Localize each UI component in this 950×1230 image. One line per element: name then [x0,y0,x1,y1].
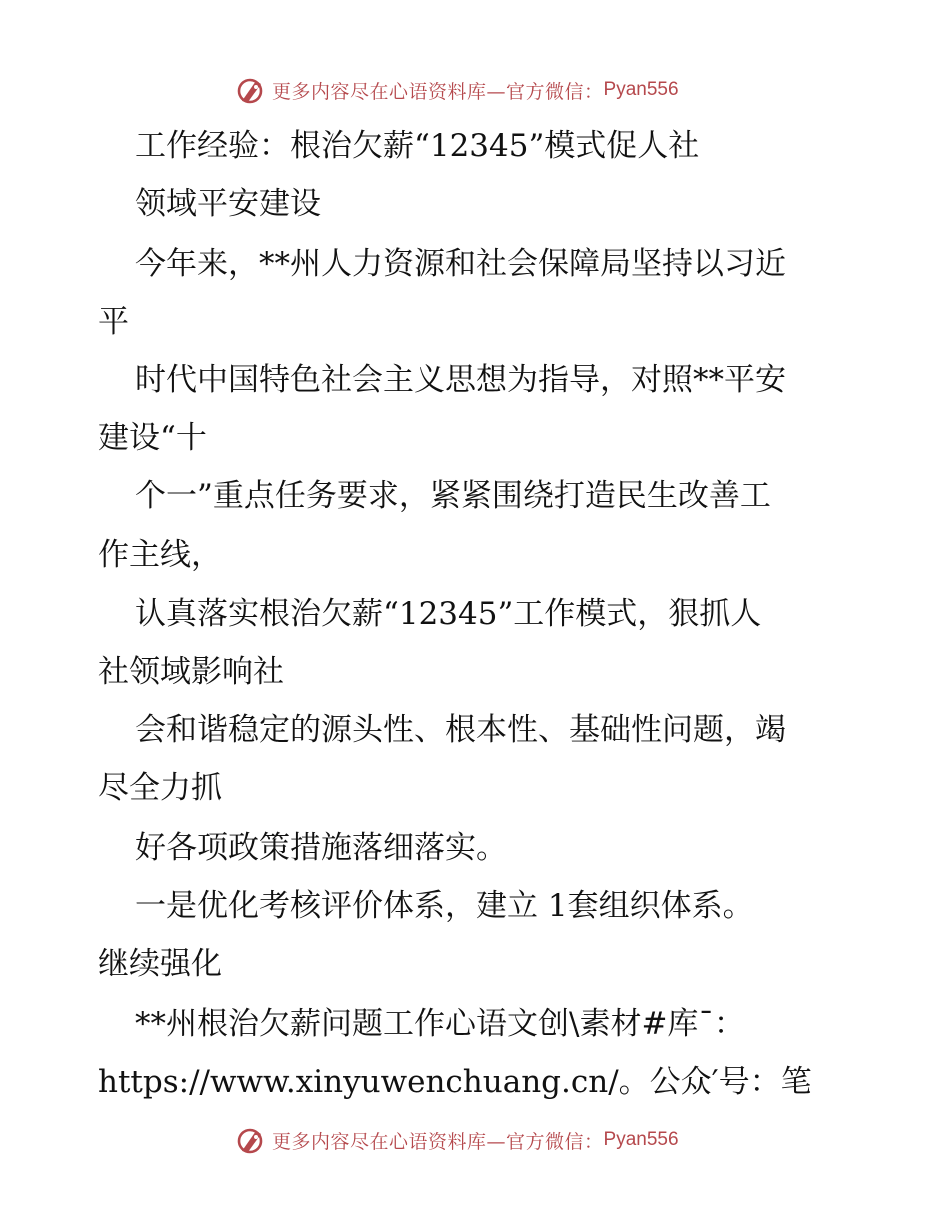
title-line-2: 领域平安建设 [135,186,321,222]
text-line: 会和谐稳定的源头性、根本性、基础性问题，竭 [135,712,786,748]
text-line: 平 [98,304,129,340]
pen-nib-circle-icon [236,75,266,105]
text-line: 作主线， [98,537,222,573]
footer-watermark [236,1123,679,1157]
text-line: 尽全力抓 [98,770,222,806]
text-line: 个一”重点任务要求，紧紧围绕打造民生改善工 [135,478,771,514]
text-line: 建设“十 [98,420,207,456]
watermark-text: 更多内容尽在心语资料库—官方微信： [272,1130,604,1153]
text-line: 社领域影响社 [98,654,284,690]
text-line: 好各项政策措施落细落实。 [135,830,507,866]
watermark-handle: Pyan556 [603,1129,679,1150]
text-line: 认真落实根治欠薪“12345”工作模式，狠抓人 [135,596,762,632]
text-line: 继续强化 [98,946,222,982]
text-line: **州根治欠薪问题工作心语文创\素材#库¯： [135,1006,745,1042]
text-line: https://www.xinyuwenchuang.cn/。公众′号：笔 [98,1064,812,1100]
header-watermark [236,73,679,107]
text-line: 一是优化考核评价体系，建立 1套组织体系。 [135,888,754,924]
text-line: 今年来，**州人力资源和社会保障局坚持以习近 [135,246,786,282]
pen-nib-circle-icon [236,1125,266,1155]
watermark-text: 更多内容尽在心语资料库—官方微信： [272,80,604,103]
watermark-handle: Pyan556 [603,79,679,100]
text-line: 时代中国特色社会主义思想为指导，对照**平安 [135,362,786,398]
title-line-1: 工作经验：根治欠薪“12345”模式促人社 [135,128,700,164]
